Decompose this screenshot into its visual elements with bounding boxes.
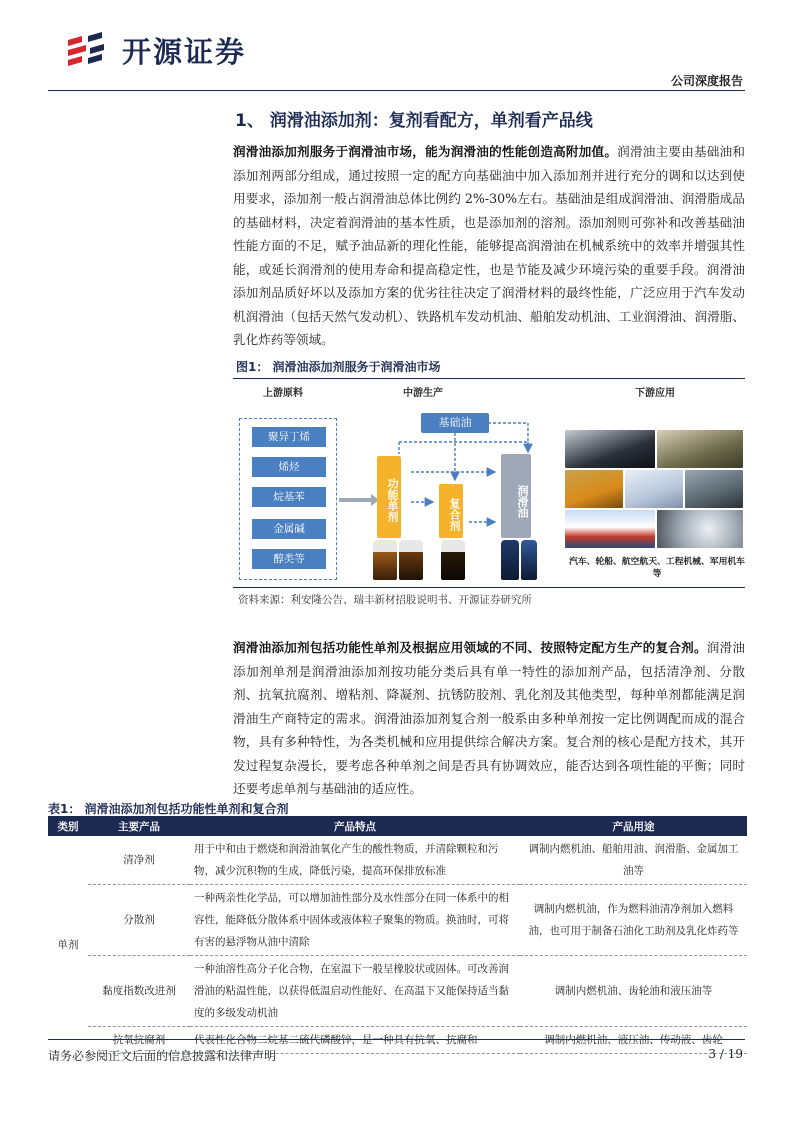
paragraph-2-lead: 润滑油添加剂包括功能性单剂及根据应用领域的不同、按照特定配方生产的复合剂。 [233,640,707,655]
column-header: 主要产品 [88,816,190,836]
midstream-label: 中游生产 [403,388,443,399]
ship-image [565,510,655,548]
additive-table [48,816,747,1054]
paragraph-2 [233,636,745,801]
table-row [48,956,747,1027]
product-cell: 黏度指数改进剂 [88,956,190,1027]
military-vehicle-image [657,430,743,468]
category-cell: 单剂 [57,938,79,951]
upstream-item: 金属碱 [252,519,326,539]
section-title: 1、 润滑油添加剂：复剂看配方，单剂看产品线 [235,111,593,131]
application-photos [565,430,745,550]
table-row [48,885,747,956]
feature-cell: 用于中和由于燃烧和润滑油氧化产生的酸性物质，并清除颗粒和污物，减少沉积物的生成，降低污染，提高环保排放标准 [190,836,520,885]
bottle-icon [441,540,465,580]
column-header: 产品用途 [520,816,747,836]
upstream-item: 烯烃 [252,457,326,477]
product-cell: 抗氧抗腐剂 [88,1027,190,1054]
table-title: 表1： 润滑油添加剂包括功能性单剂和复合剂 [48,802,289,816]
bottle-icon [373,540,397,580]
oil-can-icon [521,540,537,580]
compound-agent-box: 复合剂 [439,484,463,538]
crane-image [565,470,623,508]
table-row [48,836,747,885]
base-oil-box: 基础油 [421,413,489,433]
photo-caption: 汽车、轮船、航空航天、工程机械、军用机车等 [569,557,745,579]
figure-source: 资料来源：利安隆公告、瑞丰新材招股说明书、开源证券研究所 [238,594,532,606]
product-cell: 清净剂 [88,836,190,885]
machinery-image [685,470,743,508]
feature-cell: 代表性化合物二烷基二硫代磷酸锌，是一种具有抗氧、抗腐和 [190,1027,520,1054]
footer-disclaimer: 请务必参阅正文后面的信息披露和法律声明 [48,1049,277,1063]
upstream-label: 上游原料 [263,388,303,399]
upstream-item: 烷基苯 [252,487,326,507]
single-agent-box: 功能单剂 [377,456,401,538]
feature-cell: 一种两亲性化学品，可以增加油性部分及水性部分在同一体系中的相容性，能降低分散体系中固体或液体粒子聚集的物质。换油时，可将有害的悬浮物从油中清除 [190,885,520,956]
column-header: 类别 [48,816,88,836]
company-logo [66,28,296,72]
figure-supply-chain [233,380,745,586]
header-divider [48,90,745,91]
table-header-row [48,816,747,836]
figure-top-rule [233,378,745,379]
feature-cell: 一种油溶性高分子化合物，在室温下一般呈橡胶状或固体。可改善润滑油的粘温性能，以获得低温启动性能好、在高温下又能保持适当黏度的多级发动机油 [190,956,520,1027]
figure-title: 图1： 润滑油添加剂服务于润滑油市场 [236,360,441,374]
column-header: 产品特点 [190,816,520,836]
report-type: 公司深度报告 [670,74,743,88]
use-cell: 调制内燃机油、液压油、传动液、齿轮 [520,1027,747,1054]
wheel-image [657,510,743,548]
figure-bottom-rule [233,587,745,588]
footer-divider [48,1039,745,1040]
aircraft-image [625,470,683,508]
product-cell: 分散剂 [88,885,190,956]
lubricant-box: 润滑油 [501,454,531,538]
brand-name: 开源证券 [122,35,247,69]
oil-can-icon [501,540,519,580]
upstream-item: 聚异丁烯 [252,427,326,447]
bottle-icon [399,540,423,580]
car-image [565,430,655,468]
paragraph-2-body: 润滑油添加剂单剂是润滑油添加剂按功能分类后具有单一特性的添加剂产品，包括清净剂、分散剂、抗氧抗腐剂、增粘剂、降凝剂、抗锈防胶剂、乳化剂及其他类型，每种单剂都能满足润滑油生产商特定的需求。润滑油添加剂复合剂一般系由多种单剂按一定比例调配而成的混合物，具有多种特性，为各类机械和应用提供综合解决方案。复合剂的核心是配方技术，其开发过程复杂漫长，要考虑各种单剂之间是否具有协调效应，能否达到各项性能的平衡；同时还要考虑单剂与基础油的适应性。 [233,640,746,796]
downstream-label: 下游应用 [635,388,675,399]
use-cell: 调制内燃机油、齿轮油和液压油等 [520,956,747,1027]
paragraph-1 [233,140,745,352]
use-cell: 调制内燃机油，作为燃料油清净剂加入燃料油，也可用于制备石油化工助剂及乳化炸药等 [520,885,747,956]
page-number: 3 / 19 [708,1047,743,1061]
logo-mark-icon [66,32,106,70]
paragraph-1-body: 润滑油主要由基础油和添加剂两部分组成，通过按照一定的配方向基础油中加入添加剂并进行充分的调和以达到使用要求，添加剂一般占润滑油总体比例约 2%-30%左右。基础油是组成润滑油、润滑脂成品的基础材料，决定着润滑油的基本性质，也是添加剂的溶剂。添加剂则可弥补和改善基础油性能方面的不足，赋予油品新的理化性能，能够提高润滑油在机械系统中的效率并增强其性能，或延长润滑剂的使用寿命和提高稳定性，也是节能及减少环境污染的重要手段。润滑油添加剂品质好坏以及添加方案的优劣往往决定了润滑材料的最终性能，广泛应用于汽车发动机润滑油（包括天然气发动机）、铁路机车发动机油、船舶发动机油、工业润滑油、润滑脂、乳化炸药等领域。 [233,144,746,347]
upstream-item: 醇类等 [252,549,326,569]
use-cell: 调制内燃机油、船舶用油、润滑脂、金属加工油等 [520,836,747,885]
paragraph-1-lead: 润滑油添加剂服务于润滑油市场，能为润滑油的性能创造高附加值。 [233,144,618,159]
